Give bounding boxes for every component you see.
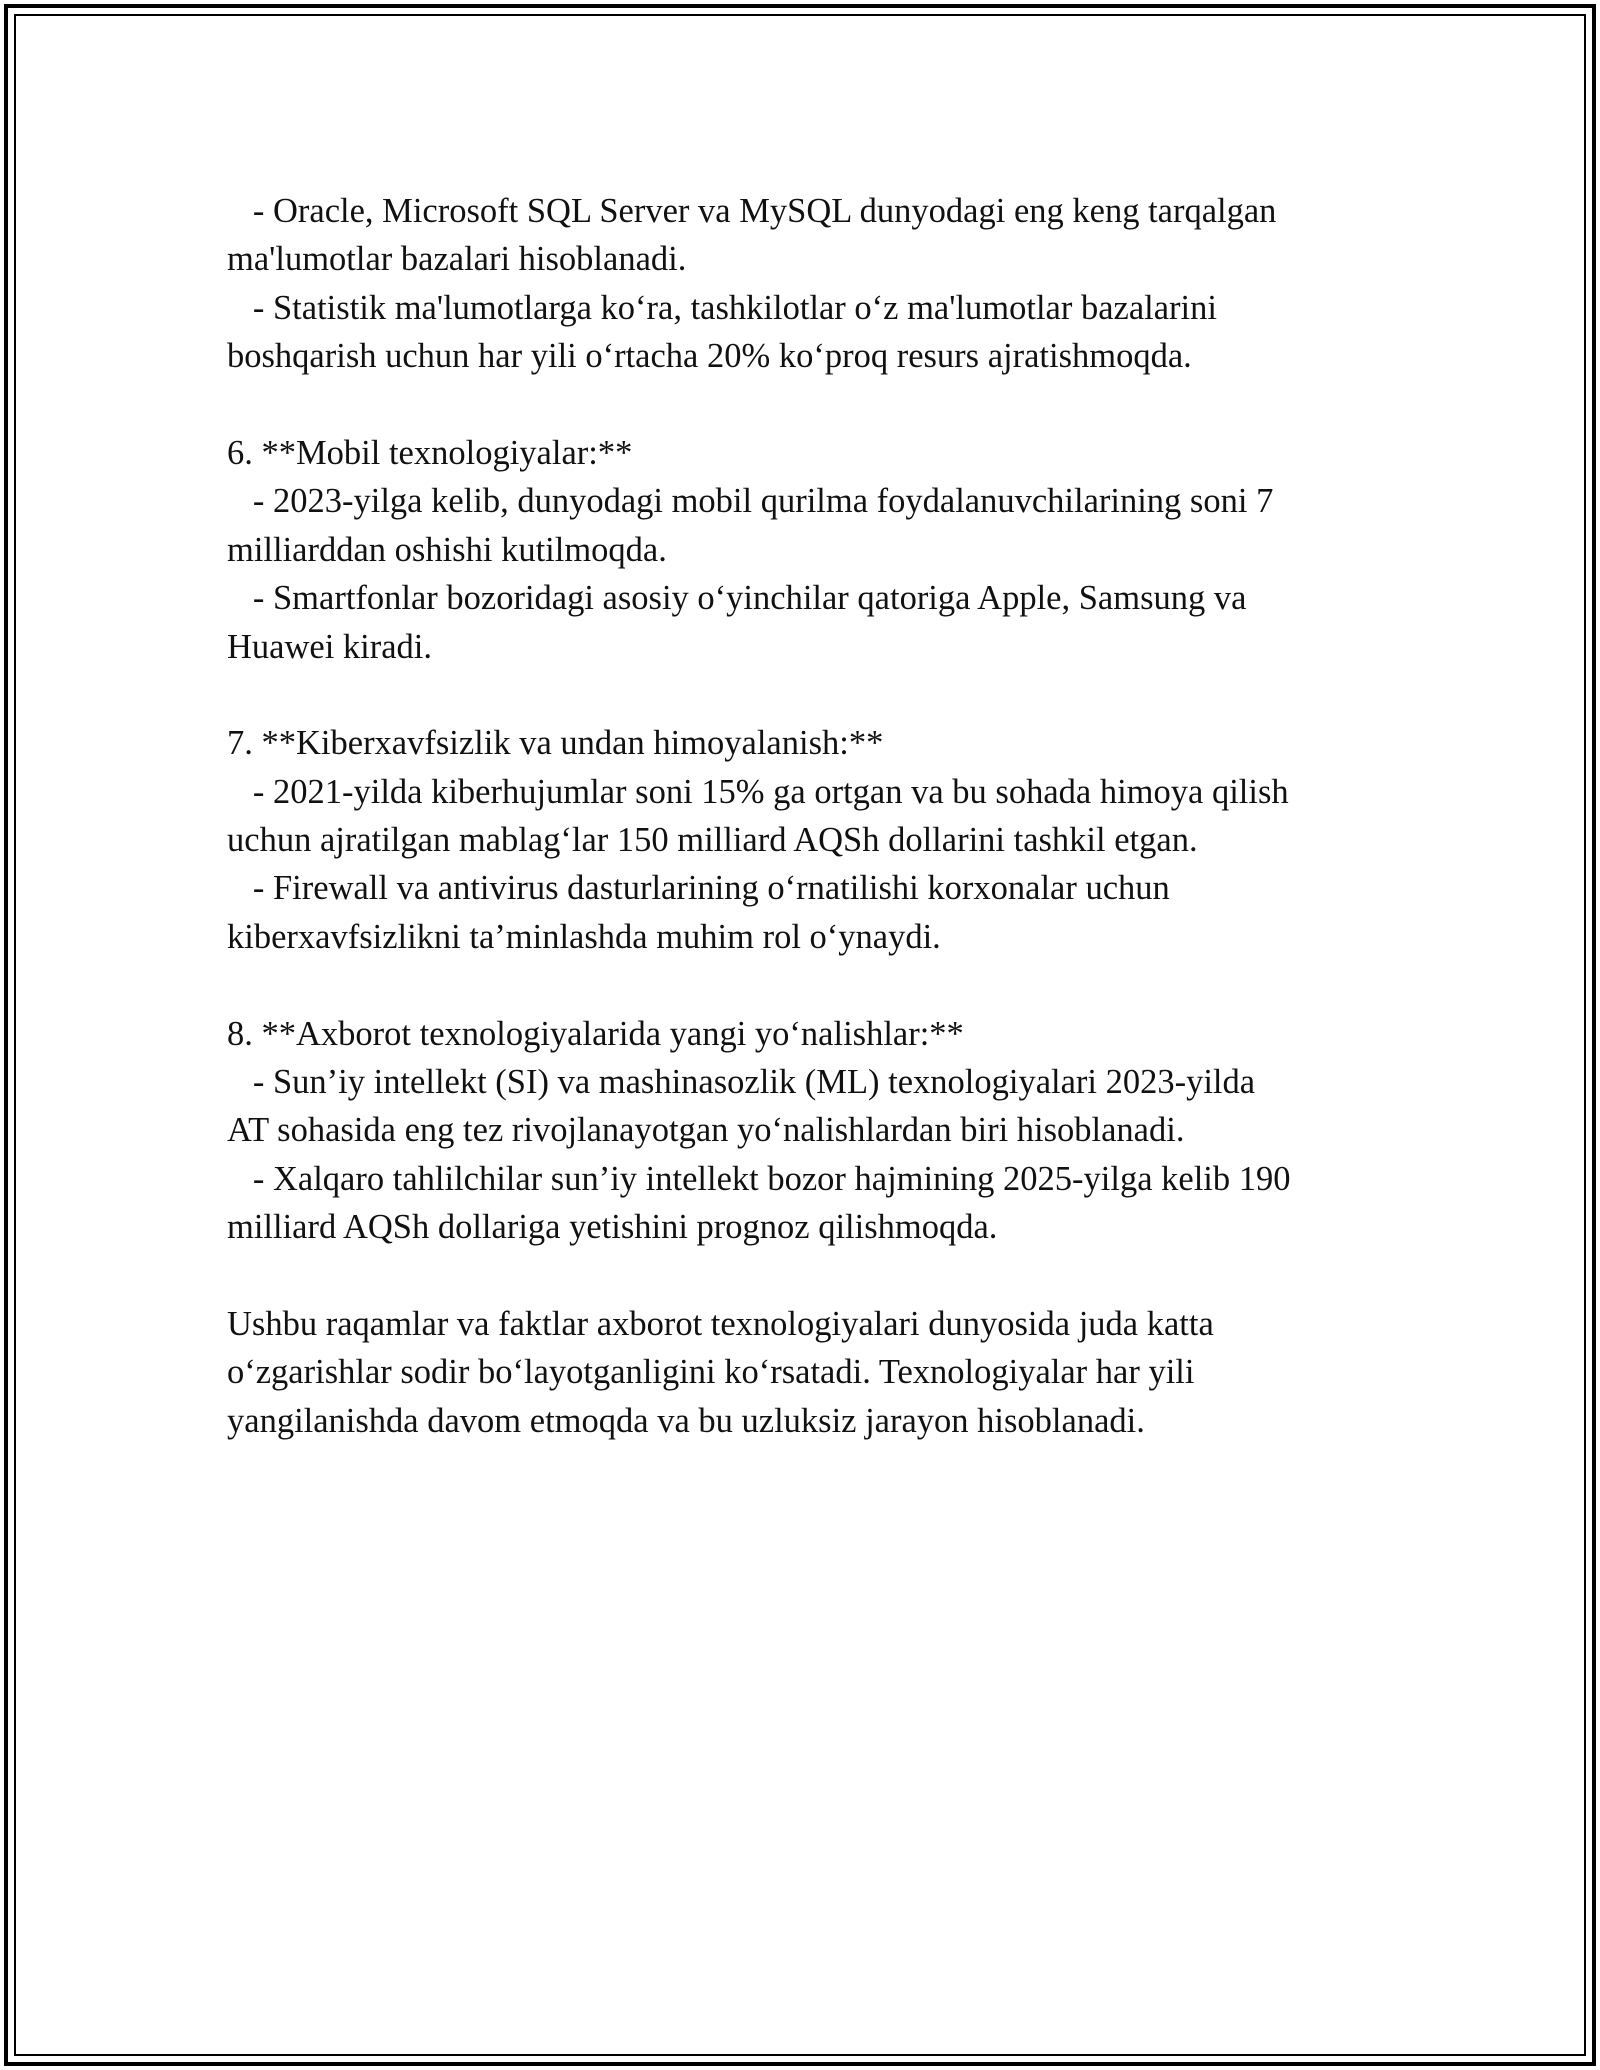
text-line: - Firewall va antivirus dasturlarining o‘rnatilishi korxonalar uchun bbox=[227, 869, 1170, 908]
text-line: Ushbu raqamlar va faktlar axborot texnologiyalari dunyosida juda katta bbox=[227, 1304, 1214, 1343]
text-line: milliard AQSh dollariga yetishini prognoz qilishmoqda. bbox=[227, 1208, 998, 1247]
text-line: - 2023-yilga kelib, dunyodagi mobil qurilma foydalanuvchilarining soni 7 bbox=[227, 482, 1274, 521]
text-line: - Xalqaro tahlilchilar sun’iy intellekt bozor hajmining 2025-yilga kelib 190 bbox=[227, 1159, 1291, 1198]
text-line: yangilanishda davom etmoqda va bu uzluksiz jarayon hisoblanadi. bbox=[227, 1401, 1145, 1440]
text-line: AT sohasida eng tez rivojlanayotgan yo‘nalishlardan biri hisoblanadi. bbox=[227, 1111, 1185, 1150]
section-heading: 7. **Kiberxavfsizlik va undan himoyalanish:** bbox=[227, 724, 884, 763]
text-line: boshqarish uchun har yili o‘rtacha 20% ko‘proq resurs ajratishmoqda. bbox=[227, 337, 1192, 376]
text-line: - Sun’iy intellekt (SI) va mashinasozlik (ML) texnologiyalari 2023-yilda bbox=[227, 1063, 1256, 1102]
text-line: ma'lumotlar bazalari hisoblanadi. bbox=[227, 240, 687, 279]
paragraph-gap bbox=[227, 671, 1407, 719]
text-line: - Smartfonlar bozoridagi asosiy o‘yinchilar qatoriga Apple, Samsung va bbox=[227, 579, 1247, 618]
text-line: - Oracle, Microsoft SQL Server va MySQL dunyodagi eng keng tarqalgan bbox=[227, 192, 1277, 230]
paragraph-gap bbox=[227, 961, 1407, 1009]
document-body bbox=[227, 187, 1407, 1445]
text-line: o‘zgarishlar sodir bo‘layotganligini ko‘rsatadi. Texnologiyalar har yili bbox=[227, 1353, 1195, 1392]
paragraph-gap bbox=[227, 1252, 1407, 1300]
section-heading: 8. **Axborot texnologiyalarida yangi yo‘nalishlar:** bbox=[227, 1014, 964, 1053]
paragraph-gap bbox=[227, 381, 1407, 429]
text-line: uchun ajratilgan mablag‘lar 150 milliard AQSh dollarini tashkil etgan. bbox=[227, 821, 1198, 860]
text-line: Huawei kiradi. bbox=[227, 627, 433, 666]
text-line: kiberxavfsizlikni ta’minlashda muhim rol o‘ynaydi. bbox=[227, 917, 941, 956]
text-line: - Statistik ma'lumotlarga ko‘ra, tashkilotlar o‘z ma'lumotlar bazalarini bbox=[227, 288, 1217, 327]
text-line: milliarddan oshishi kutilmoqda. bbox=[227, 530, 667, 569]
text-line: - 2021-yilda kiberhujumlar soni 15% ga ortgan va bu sohada himoya qilish bbox=[227, 772, 1289, 811]
section-heading: 6. **Mobil texnologiyalar:** bbox=[227, 433, 633, 472]
